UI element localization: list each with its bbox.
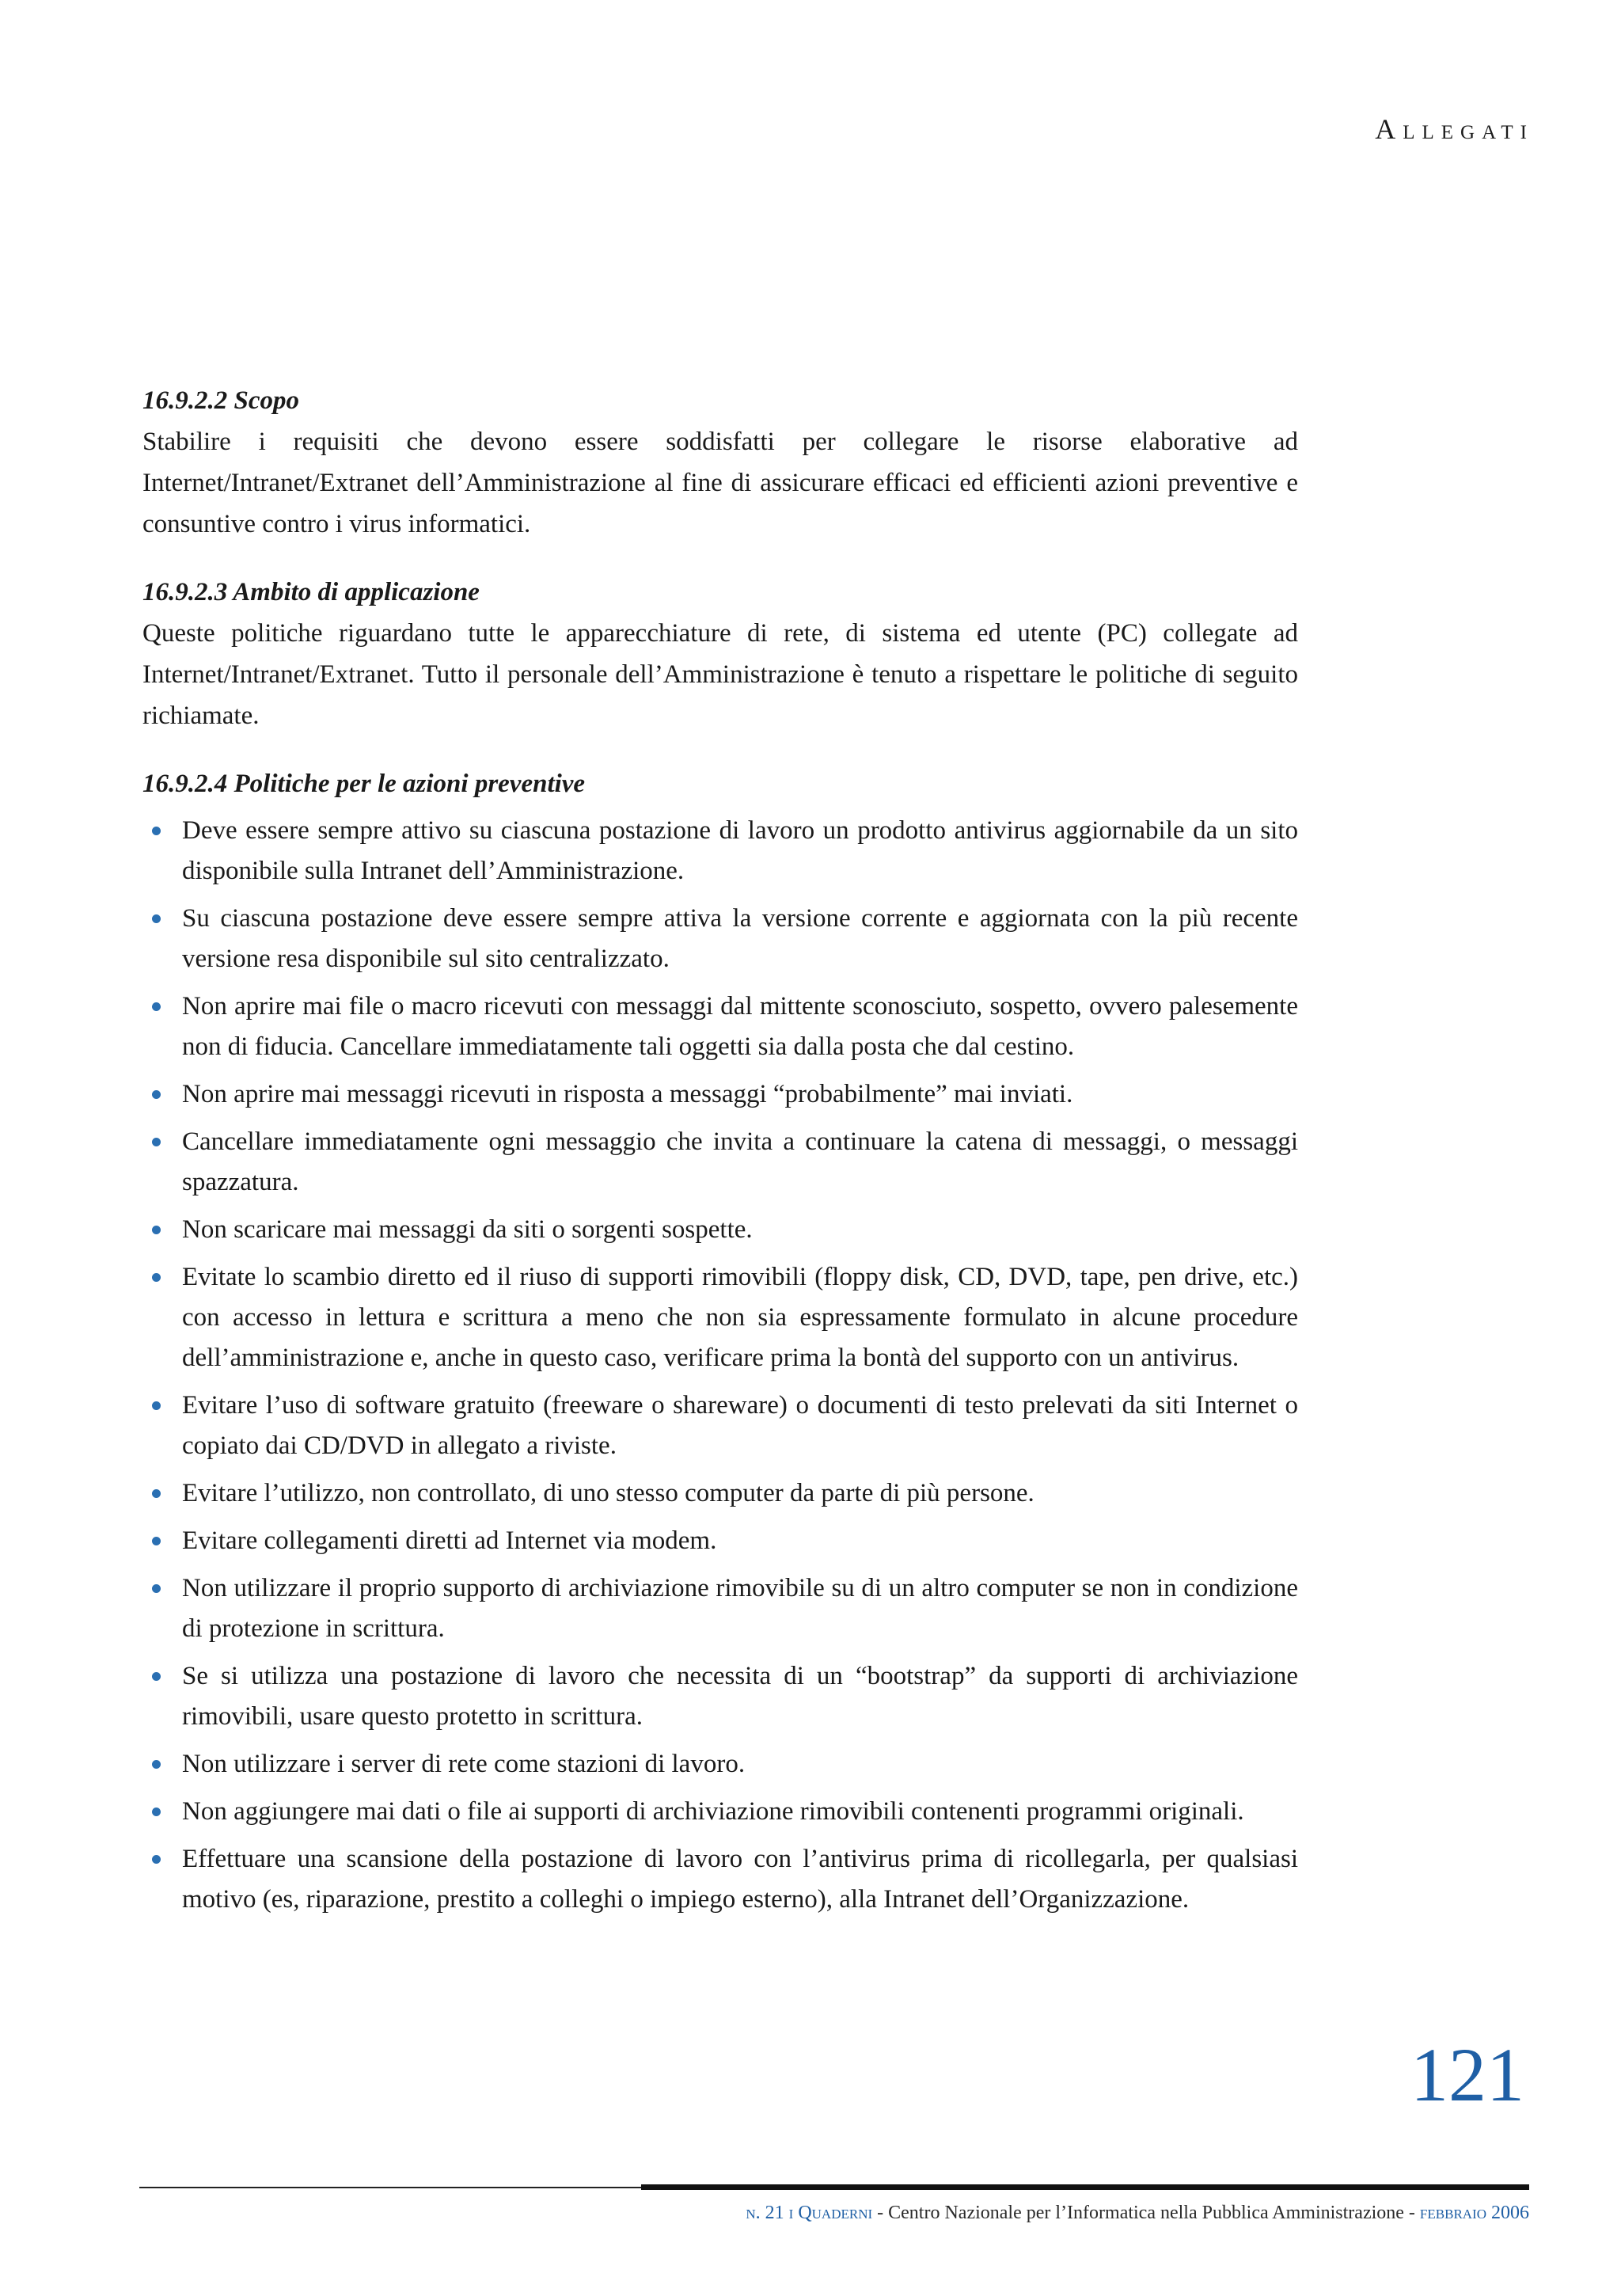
list-item-text: Non scaricare mai messaggi da siti o sorgenti sospette.: [182, 1215, 753, 1244]
footer-publisher: - Centro Nazionale per l’Informatica nella Pubblica Amministrazione -: [872, 2203, 1420, 2223]
list-item-text: Deve essere sempre attivo su ciascuna postazione di lavoro un prodotto antivirus aggiornabile da un sito disponibile sulla Intranet dell’Amministrazione.: [182, 816, 1298, 885]
list-item-text: Non utilizzare il proprio supporto di archiviazione rimovibile su di un altro computer se non in condizione di protezione in scrittura.: [182, 1574, 1298, 1643]
list-item-text: Non aggiungere mai dati o file ai supporti di archiviazione rimovibili contenenti programmi originali.: [182, 1797, 1244, 1826]
list-item-text: Evitare l’uso di software gratuito (freeware o shareware) o documenti di testo prelevati da siti Internet o copiato dai CD/DVD in allegato a riviste.: [182, 1391, 1298, 1460]
list-item: [182, 1122, 1298, 1203]
bullet-icon: [152, 1808, 161, 1816]
bullet-icon: [152, 1273, 161, 1282]
section-title: 16.9.2.4 Politiche per le azioni preventive: [142, 770, 586, 798]
bullet-icon: [152, 827, 161, 835]
bullet-icon: [152, 1489, 161, 1498]
list-item: [182, 1568, 1298, 1649]
list-item: [182, 1210, 1298, 1250]
list-item-text: Non aprire mai messaggi ricevuti in risposta a messaggi “probabilmente” mai inviati.: [182, 1080, 1073, 1108]
footer-separator: i: [784, 2203, 799, 2223]
section-title: 16.9.2.3 Ambito di applicazione: [142, 578, 480, 606]
list-item: [182, 811, 1298, 891]
list-item: [182, 1074, 1298, 1115]
list-item: [182, 1521, 1298, 1561]
list-item: [182, 1473, 1298, 1514]
footer-issue: n. 21: [746, 2203, 784, 2223]
main-content: [142, 380, 1298, 1947]
list-item: [182, 1839, 1298, 1920]
bullet-icon: [152, 1401, 161, 1410]
bullet-icon: [152, 1138, 161, 1146]
list-item-text: Evitare l’utilizzo, non controllato, di uno stesso computer da parte di più persone.: [182, 1479, 1034, 1507]
list-item: [182, 986, 1298, 1067]
bullet-icon: [152, 1537, 161, 1545]
bullet-icon: [152, 1672, 161, 1681]
bullet-icon: [152, 1090, 161, 1099]
list-item: [182, 1386, 1298, 1466]
list-item-text: Non utilizzare i server di rete come stazioni di lavoro.: [182, 1750, 746, 1778]
list-item-text: Effettuare una scansione della postazione di lavoro con l’antivirus prima di ricollegarla, per qualsiasi motivo (es, riparazione, prestito a colleghi o impiego esterno), alla Intranet dell’Organizzazione.: [182, 1845, 1298, 1914]
list-item: [182, 1792, 1298, 1832]
page-number: 121: [1410, 2032, 1524, 2117]
section-ambito: [142, 572, 1298, 736]
list-item-text: Evitate lo scambio diretto ed il riuso di supporti rimovibili (floppy disk, CD, DVD, tape, pen drive, etc.) con accesso in lettura e scrittura a meno che non sia espressamente formulato in alcune procedure dell’amministrazione e, anche in questo caso, verificare prima la bontà del supporto con un antivirus.: [182, 1263, 1298, 1372]
list-item: [182, 1257, 1298, 1378]
bullet-icon: [152, 1226, 161, 1234]
footer-rule-accent: [641, 2184, 1529, 2190]
footer-date: febbraio 2006: [1419, 2203, 1529, 2223]
bullet-list: [142, 811, 1298, 1920]
list-item-text: Cancellare immediatamente ogni messaggio che invita a continuare la catena di messaggi, o messaggi spazzatura.: [182, 1127, 1298, 1196]
list-item-text: Se si utilizza una postazione di lavoro che necessita di un “bootstrap” da supporti di archiviazione rimovibili, usare questo protetto in scrittura.: [182, 1662, 1298, 1731]
footer-series: Quaderni: [798, 2203, 873, 2223]
section-scopo: [142, 380, 1298, 545]
list-item: [182, 899, 1298, 979]
bullet-icon: [152, 1584, 161, 1593]
list-item: [182, 1744, 1298, 1785]
list-item: [182, 1656, 1298, 1737]
section-body: Stabilire i requisiti che devono essere soddisfatti per collegare le risorse elaborative ad Internet/Intranet/Extranet dell’Amministrazione al fine di assicurare efficaci ed efficienti azioni preventive e consuntive contro i virus informatici.: [142, 428, 1298, 538]
list-item-text: Non aprire mai file o macro ricevuti con messaggi dal mittente sconosciuto, sospetto, ovvero palesemente non di fiducia. Cancellare immediatamente tali oggetti sia dalla posta che dal cestino.: [182, 992, 1298, 1061]
list-item-text: Evitare collegamenti diretti ad Internet via modem.: [182, 1526, 717, 1555]
bullet-icon: [152, 1002, 161, 1011]
bullet-icon: [152, 1760, 161, 1769]
list-item-text: Su ciascuna postazione deve essere sempre attiva la versione corrente e aggiornata con la più recente versione resa disponibile sul sito centralizzato.: [182, 904, 1298, 973]
running-header: Allegati: [1375, 113, 1534, 145]
section-politiche: [142, 763, 1298, 1920]
page-footer: [746, 2203, 1529, 2224]
bullet-icon: [152, 914, 161, 923]
section-body: Queste politiche riguardano tutte le apparecchiature di rete, di sistema ed utente (PC) collegate ad Internet/Intranet/Extranet. Tutto il personale dell’Amministrazione è tenuto a rispettare le politiche di seguito richiamate.: [142, 619, 1298, 730]
bullet-icon: [152, 1855, 161, 1864]
section-title: 16.9.2.2 Scopo: [142, 386, 299, 415]
